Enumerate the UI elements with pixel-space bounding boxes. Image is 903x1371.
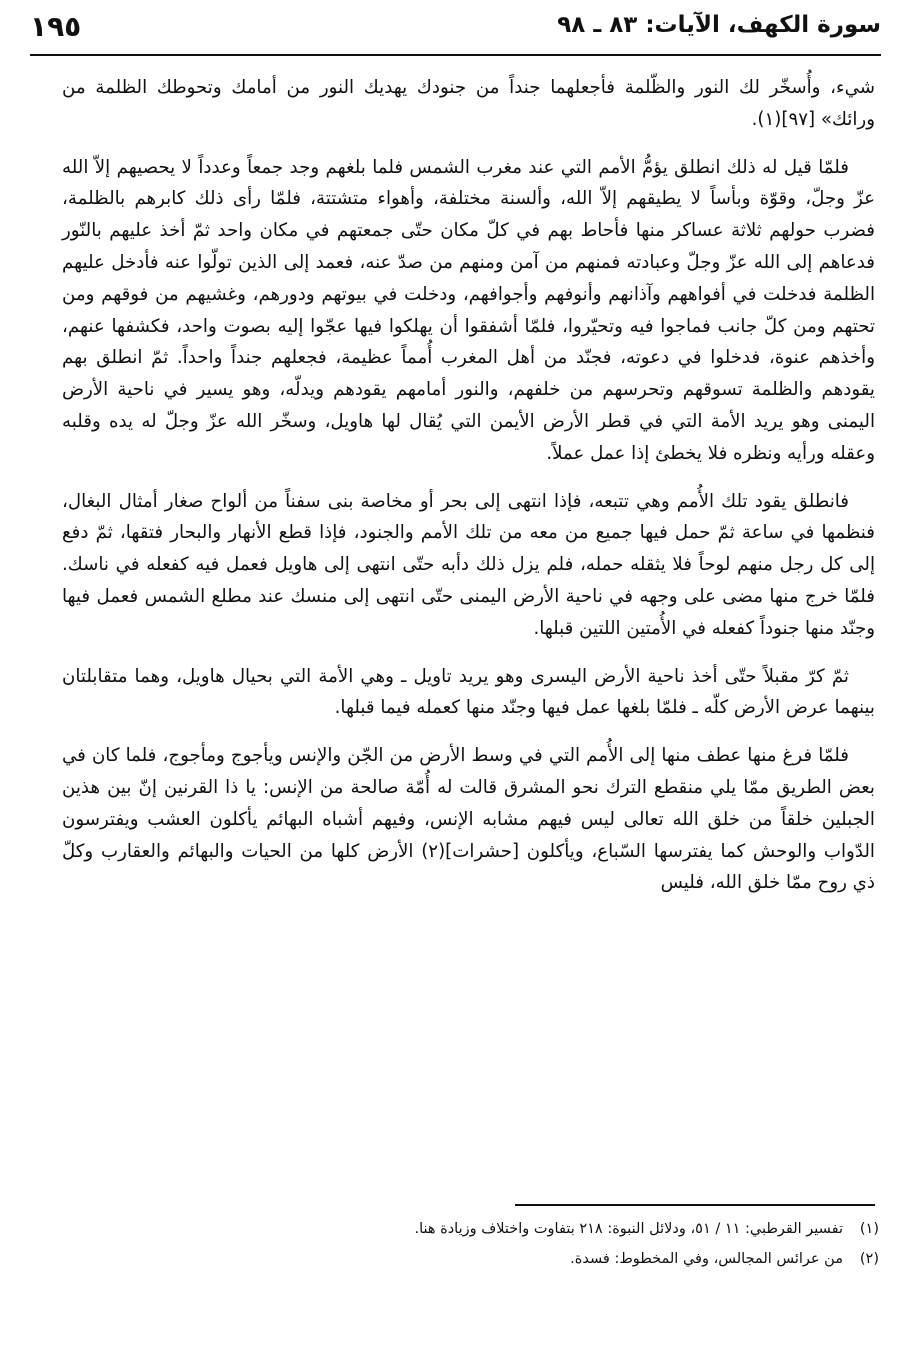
footnote-number: (١) <box>859 1221 879 1237</box>
paragraph-2: فلمّا قيل له ذلك انطلق يؤمُّ الأمم التي عند مغرب الشمس فلما بلغهم وجد جمعاً وعدداً لا يحصيهم إلاّ الله عزّ وجلّ، وقوّة وبأساً لا يطيقهم إلاّ الله، وألسنة مختلفة، وأهواء متشتتة، فلمّا رأى ذلك كابرهم بالظلمة، فضرب حولهم ثلاثة عساكر منها فأحاط بهم في كلّ مكان حتّى جمعتهم في مكان واحد ثمّ أخذ عليهم بالنّور فدعاهم إلى الله عزّ وجلّ وعبادته فمنهم من آمن ومنهم من صدّ عنه، فعمد إلى الذين تولّوا عنه فأدخل عليهم الظلمة فدخلت في أفواههم وآذانهم وأنوفهم وأجوافهم، ودخلت في بيوتهم ودورهم، وغشيهم من فوقهم ومن تحتهم ومن كلّ جانب فماجوا فيه وتحيّروا، فلمّا أشفقوا أن يهلكوا فيها عجّوا إليه بصوت واحد، فكشفها عنهم، وأخذهم عنوة، فدخلوا في دعوته، فجنّد من أهل المغرب أُمماً عظيمة، فجعلهم جنداً واحداً. ثمّ انطلق بهم يقودهم والظلمة تسوقهم وتحرسهم من خلفهم، والنور أمامهم يقودهم ويدلّه، وهو يسير في ناحية الأرض اليمنى وهو يريد الأمة التي في قطر الأرض الأيمن التي يُقال لها هاويل، وسخّر الله عزّ وجلّ له يده وقلبه وعقله ورأيه ونظره فلا يخطئ إذا عمل عملاً. <box>62 156 875 464</box>
footnote-text: تفسير القرطبي: ١١ / ٥١، ودلائل النبوة: ٢١٨ بتفاوت واختلاف وزيادة هنا. <box>414 1221 843 1237</box>
paragraph-4: ثمّ كرّ مقبلاً حتّى أخذ ناحية الأرض اليسرى وهو يريد تاويل ـ وهي الأمة التي بحيال هاويل، وهما متقابلتان بينهما عرض الأرض كلّه ـ فلمّا بلغها عمل فيها وجنّد منها كعمله فيما قبلها. <box>62 665 875 719</box>
footnote-2 <box>62 1244 879 1274</box>
paragraph-3: فانطلق يقود تلك الأُمم وهي تتبعه، فإذا انتهى إلى بحر أو مخاصة بنى سفناً من ألواح صغار أمثال البغال، فنظمها في ساعة ثمّ حمل فيها جميع من معه من تلك الأمم والجنود، فإذا قطع الأنهار والبحار فتقها، ثمّ دفع إلى كل رجل منهم لوحاً فلا يثقله حمله، فلم يزل ذلك دأبه حتّى انتهى إلى هاويل فعمل فيه كفعله في ناسك. فلمّا خرج منها مضى على وجهه في ناحية الأرض اليمنى حتّى انتهى إلى منسك عند مطلع الشمس فعمل فيها وجنّد منها جنوداً كفعله في الأُمتين اللتين قبلها. <box>62 490 875 639</box>
footnote-1 <box>62 1214 879 1244</box>
page-number: ١٩٥ <box>30 10 82 43</box>
header-divider <box>30 54 881 56</box>
paragraph-5: فلمّا فرغ منها عطف منها إلى الأُمم التي في وسط الأرض من الجّن والإنس ويأجوج ومأجوج، فلما كان في بعض الطريق ممّا يلي منقطع الترك نحو المشرق قالت له أُمّة صالحة من الإنس: يا ذا القرنين إنّ بين هذين الجبلين خلقاً من خلق الله تعالى ليس فيهم مشابه الإنس، وفيهم أشباه البهائم يأكلون العشب ويفترسون الدّواب والوحش كما يفترسها السّباع، ويأكلون [حشرات](٢) الأرض كلها من الحيات والبهائم والعقارب وكلّ ذي روح ممّا خلق الله، فليس <box>62 745 875 894</box>
main-text <box>62 72 875 915</box>
footnotes <box>62 1214 879 1274</box>
paragraph-1: شيء، وأُسخّر لك النور والظّلمة فأجعلهما جنداً من جنودك يهديك النور من أمامك وتحوطك الظلمة من ورائك» [٩٧](١). <box>62 77 875 130</box>
footnote-divider <box>515 1204 875 1206</box>
page-header <box>30 10 881 50</box>
footnote-number: (٢) <box>859 1251 879 1267</box>
footnote-text: من عرائس المجالس، وفي المخطوط: فسدة. <box>570 1251 843 1267</box>
running-title: سورة الكهف، الآيات: ٨٣ ـ ٩٨ <box>557 12 881 38</box>
